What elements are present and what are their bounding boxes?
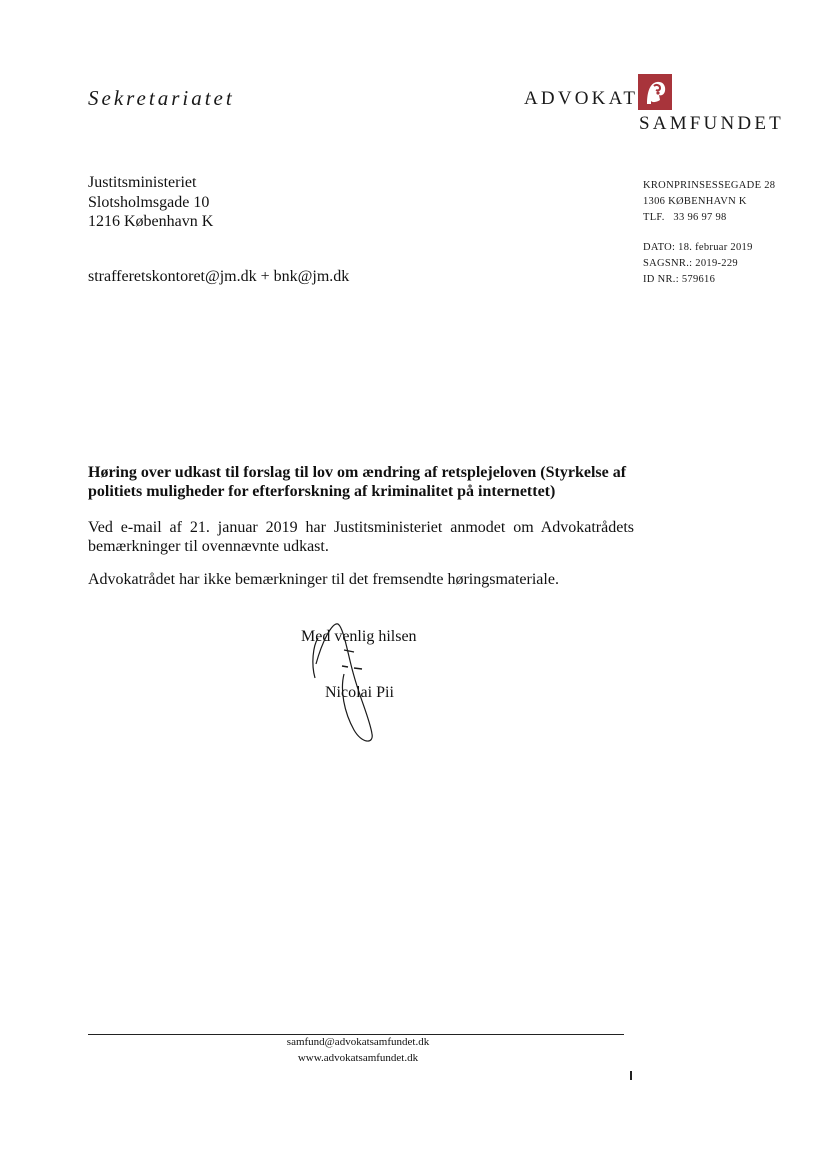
letter-metadata (643, 240, 753, 288)
recipient-city: 1216 København K (88, 213, 214, 230)
subject-line-2: politiets muligheder for efterforskning af kriminalitet på internettet) (88, 483, 556, 500)
footer-email: samfund@advokatsamfundet.dk (286, 1036, 430, 1048)
case-number: SAGSNR.: 2019-229 (643, 258, 738, 269)
letter-date: DATO: 18. februar 2019 (643, 242, 753, 253)
recipient-name: Justitsministeriet (88, 174, 197, 191)
sender-street: KRONPRINSESSEGADE 28 (643, 180, 776, 191)
sender-city: 1306 KØBENHAVN K (643, 196, 747, 207)
sender-address (643, 178, 775, 226)
recipient-street: Slotsholmsgade 10 (88, 193, 210, 211)
recipient-emails: strafferetskontoret@jm.dk + bnk@jm.dk (88, 268, 350, 285)
body-paragraph-2: Advokatrådet har ikke bemærkninger til det fremsendte høringsmateriale. (88, 571, 559, 588)
signer-name: Nicolai Pii (325, 684, 394, 701)
footer-website: www.advokatsamfundet.dk (297, 1052, 419, 1064)
footer-divider (88, 1034, 624, 1035)
subject-line-1: Høring over udkast til forslag til lov om ændring af retsplejeloven (Styrkelse af (88, 464, 627, 481)
paragraph-1-line-2: bemærkninger til ovennævnte udkast. (88, 538, 329, 555)
page-mark (630, 1071, 632, 1080)
recipient-address (88, 173, 213, 232)
handwritten-signature (296, 616, 406, 746)
sender-phone: TLF. 33 96 97 98 (643, 212, 727, 223)
letter-subject (88, 463, 626, 501)
logo-emblem-icon (638, 74, 672, 110)
id-number: ID NR.: 579616 (643, 274, 716, 285)
logo-text-samfundet: SAMFUNDET (639, 113, 784, 134)
department-name: Sekretariatet (88, 86, 235, 110)
logo-text-advokat: ADVOKAT (524, 88, 639, 109)
paragraph-1-line-1: Ved e-mail af 21. januar 2019 har Justitsministeriet anmodet om Advokatrådets (88, 519, 634, 536)
closing-greeting: Med venlig hilsen (301, 628, 417, 645)
body-paragraph-1 (88, 518, 634, 556)
